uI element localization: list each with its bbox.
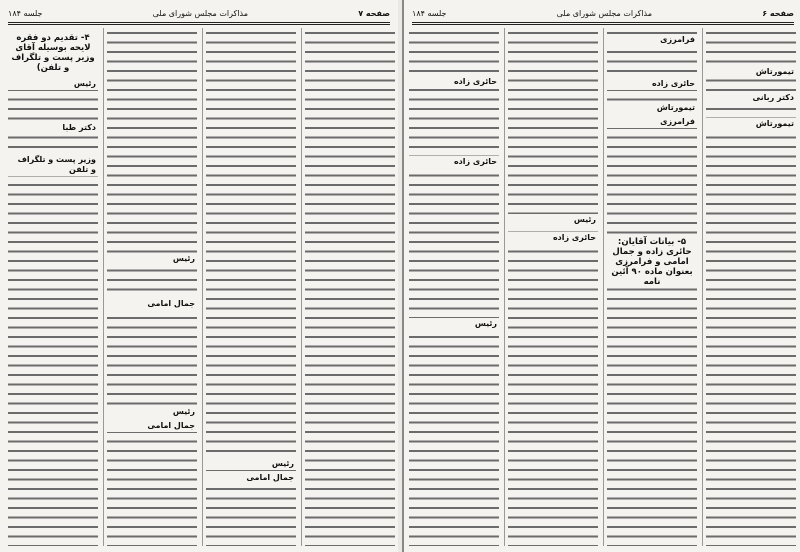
session-number: جلسه ۱۸۴ [8, 8, 43, 18]
page-header [8, 6, 390, 20]
column-divider [301, 28, 302, 546]
page-header [412, 6, 794, 20]
column-divider [202, 28, 203, 546]
header-rule [8, 22, 390, 25]
speaker-heading: فرامرزی [607, 34, 697, 46]
speaker-heading: جمال امامی [107, 298, 197, 310]
speaker-heading: جمال امامی [206, 472, 296, 484]
speaker-heading: دکتر طبا [8, 122, 98, 134]
speaker-heading: حائری زاده [607, 78, 697, 90]
speaker-heading: تیمورتاش [706, 66, 796, 78]
session-number: جلسه ۱۸۴ [412, 8, 447, 18]
publication-title: مذاکرات مجلس شورای ملی [152, 8, 249, 18]
text-column-1 [305, 28, 395, 546]
column-divider [702, 28, 703, 546]
header-rule [412, 22, 794, 25]
column-divider [103, 28, 104, 546]
column-divider [504, 28, 505, 546]
left-page [0, 0, 398, 552]
text-column-2 [607, 28, 697, 546]
right-page [402, 0, 800, 552]
text-column-2 [206, 28, 296, 546]
text-column-4 [409, 28, 499, 546]
speaker-heading: تیمورتاش [607, 102, 697, 114]
speaker-heading: فرامرزی [607, 116, 697, 128]
text-column-3 [107, 28, 197, 546]
speaker-heading: رئیس [8, 78, 98, 90]
publication-title: مذاکرات مجلس شورای ملی [556, 8, 653, 18]
speaker-heading: دکتر ربانی [706, 92, 796, 104]
speaker-heading: جمال امامی [107, 420, 197, 432]
speaker-heading: حائری زاده [409, 76, 499, 88]
speaker-heading: وزیر پست و تلگراف و تلفن [8, 154, 98, 176]
speaker-heading: رئیس [508, 214, 598, 226]
text-column-3 [508, 28, 598, 546]
speaker-heading: رئیس [107, 253, 197, 265]
speaker-heading: حائری زاده [508, 232, 598, 244]
text-column-4 [8, 28, 98, 546]
speaker-heading: حائری زاده [409, 156, 499, 168]
speaker-heading: رئیس [107, 406, 197, 418]
section-heading: ۴- تقدیم دو فقره لایحه بوسیله آقای وزیر پست و تلگراف و تلفن) [8, 32, 98, 74]
page-number: صفحه ۷ [358, 8, 390, 18]
section-heading: ۵- بیانات آقایان: حائری زاده و جمال امامی و فرامرزی بعنوان ماده ۹۰ آئین نامه [607, 236, 697, 288]
speaker-heading: رئیس [409, 318, 499, 330]
page-number: صفحه ۶ [762, 8, 794, 18]
column-divider [603, 28, 604, 546]
text-column-1 [706, 28, 796, 546]
speaker-heading: تیمورتاش [706, 118, 796, 130]
speaker-heading: رئیس [206, 458, 296, 470]
